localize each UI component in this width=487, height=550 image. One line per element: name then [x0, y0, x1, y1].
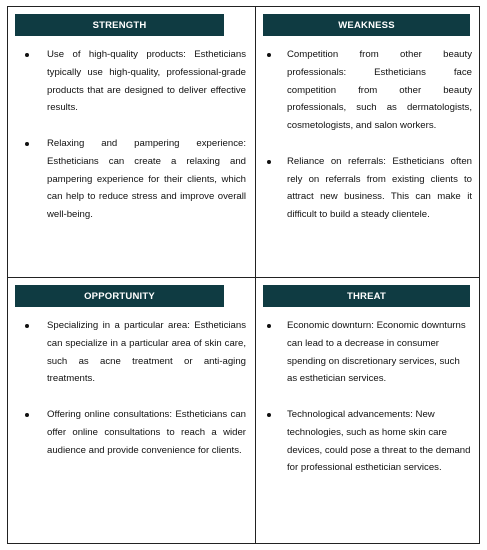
- bullet-icon: [25, 53, 29, 57]
- opportunity-item-text: Specializing in a particular area: Estheticians can specialize in a particular area of skin care, such as acne treatment or anti-aging treatments.: [47, 320, 246, 385]
- threat-item-text: Technological advancements: New technologies, such as home skin care devices, could pose a threat to the demand for professional esthetician services.: [287, 408, 471, 474]
- strength-item: [8, 135, 251, 224]
- swot-table: [7, 6, 480, 544]
- opportunity-header: OPPORTUNITY: [15, 285, 224, 307]
- opportunity-item: [8, 406, 251, 459]
- threat-quadrant: [256, 278, 479, 543]
- bullet-icon: [25, 142, 29, 146]
- strength-quadrant: [8, 7, 256, 278]
- bullet-icon: [25, 324, 29, 328]
- weakness-item: [256, 46, 480, 135]
- bullet-icon: [267, 324, 271, 328]
- strength-list: [8, 46, 255, 242]
- threat-header: THREAT: [263, 285, 470, 307]
- threat-item: [256, 406, 480, 477]
- threat-item: [256, 317, 480, 388]
- weakness-header: WEAKNESS: [263, 14, 470, 36]
- threat-item-text: Economic downturn: Economic downturns can lead to a decrease in consumer spending on discretionary services, such as esthetician services.: [287, 320, 466, 385]
- strength-item: [8, 46, 251, 117]
- bullet-icon: [267, 413, 271, 417]
- bullet-icon: [25, 413, 29, 417]
- weakness-quadrant: [256, 7, 479, 278]
- bullet-icon: [267, 160, 271, 164]
- weakness-item-text: Competition from other beauty professionals: Estheticians face competition from other beauty professionals, such as dermatologists, cosmetologists, and salon workers.: [287, 49, 472, 132]
- strength-item-text: Relaxing and pampering experience: Estheticians can create a relaxing and pampering experience for their clients, which can help to reduce stress and improve overall well-being.: [47, 137, 246, 221]
- threat-list: [256, 317, 479, 495]
- strength-item-text: Use of high-quality products: Estheticians typically use high-quality, professional-grade products that are designed to deliver effective results.: [47, 49, 246, 114]
- weakness-item: [256, 153, 480, 224]
- bullet-icon: [267, 53, 271, 57]
- weakness-item-text: Reliance on referrals: Estheticians often rely on referrals from existing clients to attract new business. This can make it difficult to build a steady clientele.: [287, 155, 472, 221]
- weakness-list: [256, 46, 479, 242]
- opportunity-quadrant: [8, 278, 256, 543]
- opportunity-list: [8, 317, 255, 477]
- opportunity-item-text: Offering online consultations: Estheticians can offer online consultations to reach a wider audience and provide convenience for clients.: [47, 408, 246, 456]
- strength-header: STRENGTH: [15, 14, 224, 36]
- opportunity-item: [8, 317, 251, 388]
